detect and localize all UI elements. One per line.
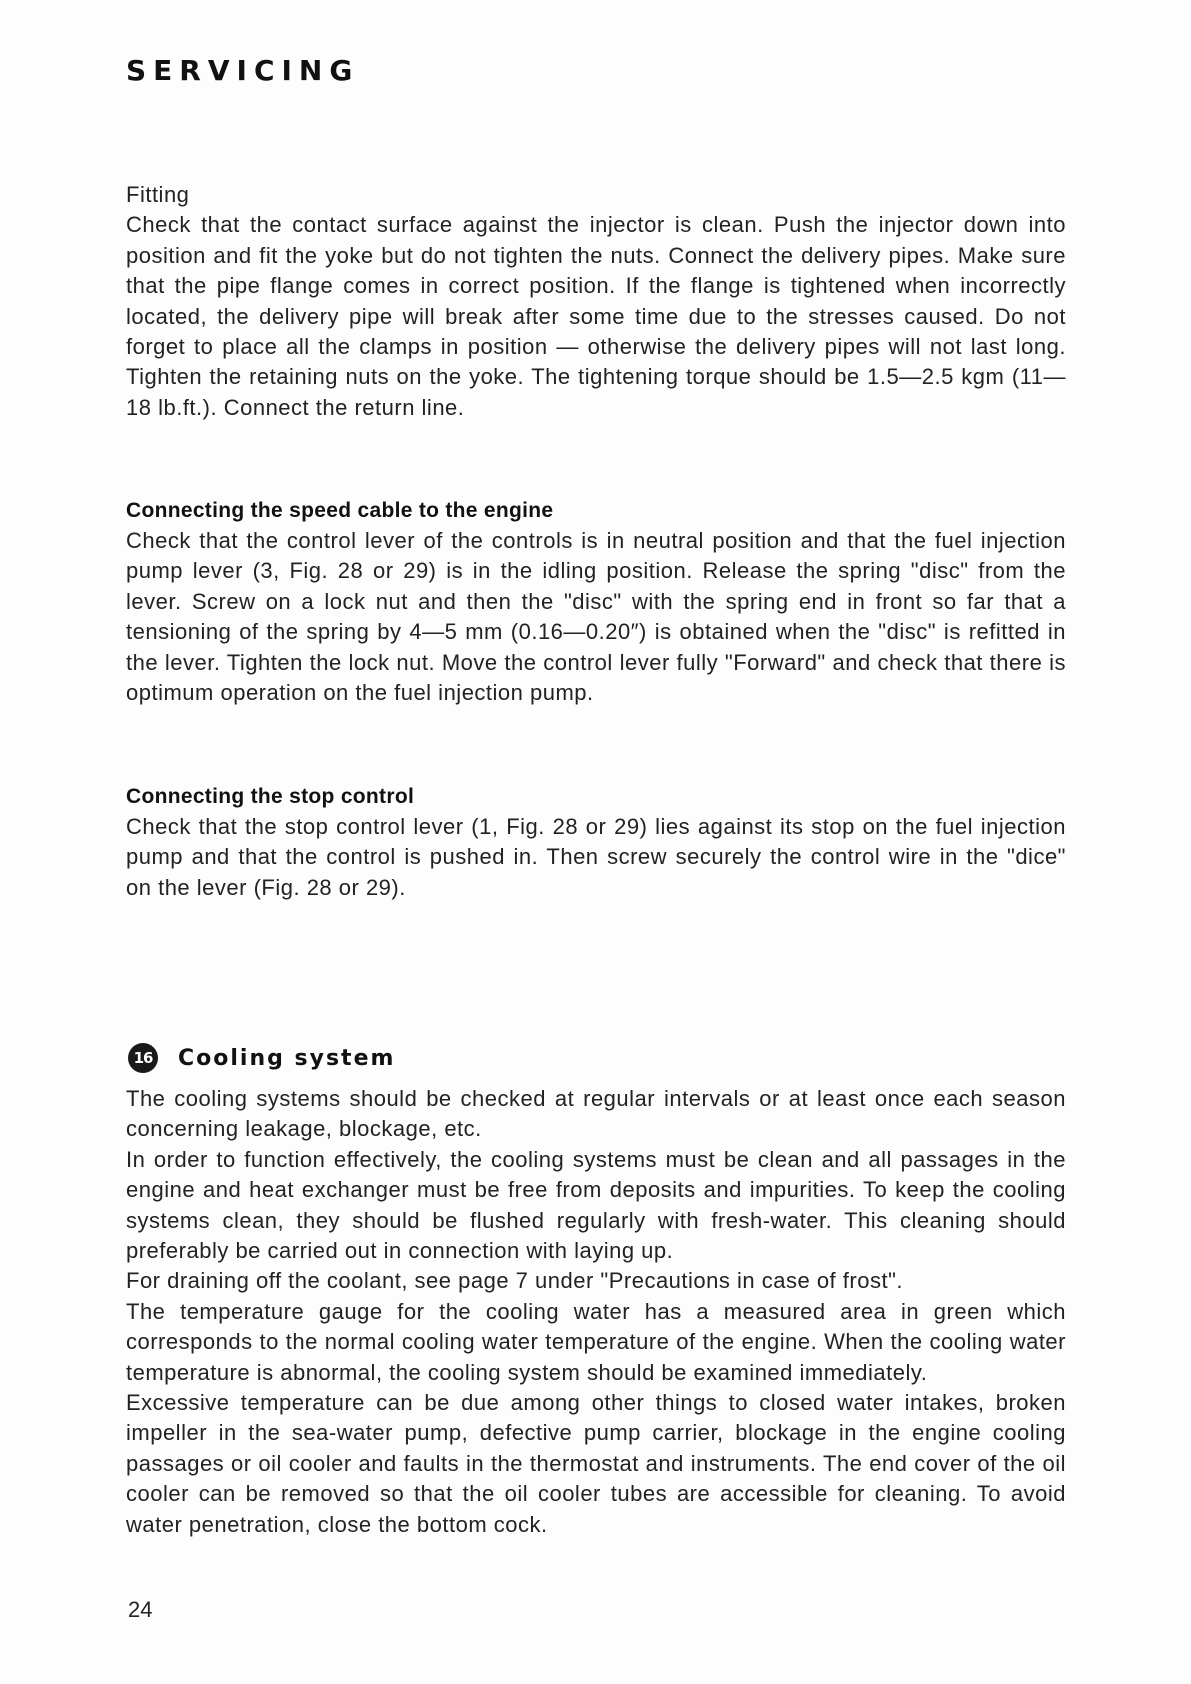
fitting-heading: Fitting — [126, 182, 190, 207]
page-number: 24 — [128, 1597, 153, 1622]
speed-cable-text: Check that the control lever of the controls is in neutral position and that the fuel injection pump lever (3, Fig. 28 or 29) is in the idling position. Release the spring "disc" from the lever. Screw on a lock nut and then the "disc" with the spring end in front so far that a tensioning of the spring by 4—5 mm (0.16—0.20″) is obtained when the "disc" is refitted in the lever. Tighten the lock nut. Move the control lever fully "Forward" and check that there is optimum operation on the fuel injection pump. — [126, 528, 1066, 706]
page-header: SERVICING — [126, 54, 360, 87]
stop-control-heading: Connecting the stop control — [126, 785, 415, 808]
stop-control-section — [126, 782, 1066, 903]
speed-cable-heading: Connecting the speed cable to the engine — [126, 499, 554, 522]
cooling-system-title — [128, 1042, 395, 1074]
cooling-paragraph: In order to function effectively, the cooling systems must be clean and all passages in the engine and heat exchanger must be free from deposits and impurities. To keep the cooling systems clean, they should be flushed regularly with fresh-water. This cleaning should preferably be carried out in connection with laying up. — [126, 1146, 1066, 1264]
cooling-paragraph: The cooling systems should be checked at regular intervals or at least once each season concerning leakage, blockage, etc. — [126, 1086, 1066, 1142]
fitting-section — [126, 180, 1066, 423]
cooling-paragraph: The temperature gauge for the cooling water has a measured area in green which corresponds to the normal cooling water temperature of the engine. When the cooling water temperature is abnormal, the cooling system should be examined immediately. — [126, 1298, 1066, 1385]
cooling-system-heading: Cooling system — [178, 1045, 396, 1071]
stop-control-text: Check that the stop control lever (1, Fig. 28 or 29) lies against its stop on the fuel injection pump and that the control is pushed in. Then screw securely the control wire in the "dice" on the lever (Fig. 28 or 29). — [126, 814, 1066, 900]
cooling-system-section — [126, 1084, 1066, 1540]
cooling-paragraph: For draining off the coolant, see page 7 under "Precautions in case of frost". — [126, 1268, 903, 1294]
fitting-text: Check that the contact surface against the injector is clean. Push the injector down into position and fit the yoke but do not tighten the nuts. Connect the delivery pipes. Make sure that the pipe flange comes in correct position. If the flange is tightened when incorrectly located, the delivery pipe will break after some time due to the stresses caused. Do not forget to place all the clamps in position — otherwise the delivery pipes will not last long. Tighten the retaining nuts on the yoke. The tightening torque should be 1.5—2.5 kgm (11—18 lb.ft.). Connect the return line. — [126, 212, 1066, 420]
section-number-badge: 16 — [128, 1043, 158, 1073]
cooling-paragraph: Excessive temperature can be due among other things to closed water intakes, broken impeller in the sea-water pump, defective pump carrier, blockage in the engine cooling passages or oil cooler and faults in the thermostat and instruments. The end cover of the oil cooler can be removed so that the oil cooler tubes are accessible for cleaning. To avoid water penetration, close the bottom cock. — [126, 1390, 1066, 1537]
speed-cable-section — [126, 496, 1066, 708]
